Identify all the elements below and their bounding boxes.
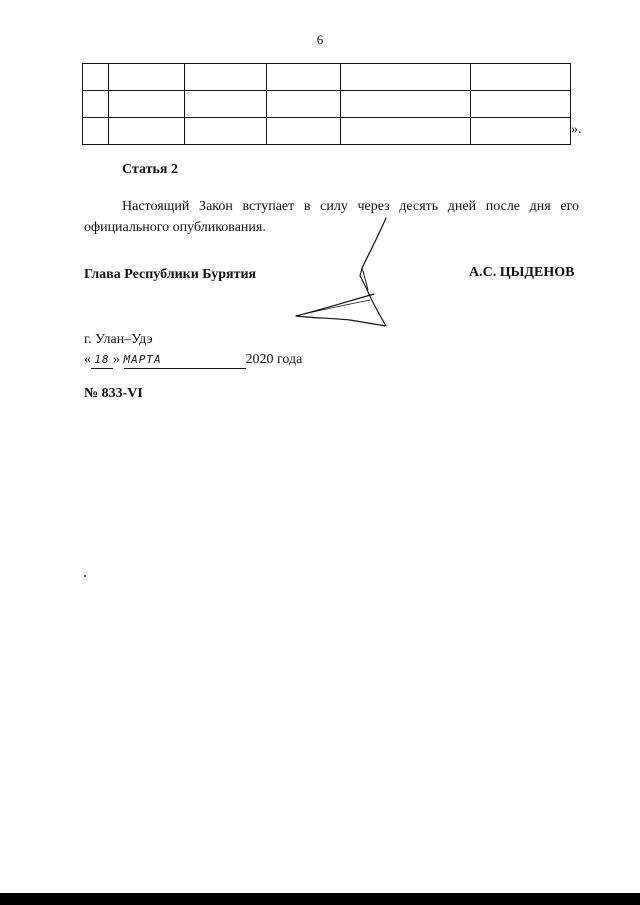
table-cell xyxy=(83,91,109,118)
table-cell xyxy=(83,118,109,145)
table-cell xyxy=(83,64,109,91)
date-line xyxy=(84,352,302,369)
table-cell xyxy=(185,64,267,91)
handwritten-signature xyxy=(290,212,400,332)
table-row xyxy=(83,64,571,91)
date-open-quote: « xyxy=(84,352,91,367)
place-of-signing: г. Улан–Удэ xyxy=(84,332,153,347)
date-close-quote: » xyxy=(113,352,120,367)
article-heading: Статья 2 xyxy=(122,162,178,177)
table-cell xyxy=(185,118,267,145)
table-cell xyxy=(341,118,471,145)
table-cell xyxy=(471,64,571,91)
scan-bottom-border xyxy=(0,893,640,905)
table-cell xyxy=(185,91,267,118)
table-cell xyxy=(341,91,471,118)
law-number: № 833-VI xyxy=(84,386,143,401)
signatory-title: Глава Республики Бурятия xyxy=(84,267,257,282)
table-closing-quote: ». xyxy=(571,122,582,137)
table-row xyxy=(83,91,571,118)
table-cell xyxy=(471,118,571,145)
article-text: Настоящий Закон вступает в силу через десять дней после дня его официального опубликования. xyxy=(84,199,579,235)
table-cell xyxy=(109,91,185,118)
table-cell xyxy=(267,118,341,145)
table-cell xyxy=(341,64,471,91)
table-cell xyxy=(267,91,341,118)
date-day: 18 xyxy=(94,353,110,366)
signatory-name: А.С. ЦЫДЕНОВ xyxy=(469,265,575,280)
scan-speck xyxy=(84,575,86,577)
date-year: 2020 года xyxy=(245,352,303,367)
table-cell xyxy=(109,118,185,145)
table-cell xyxy=(267,64,341,91)
page-number: 6 xyxy=(316,32,324,47)
table-cell xyxy=(109,64,185,91)
table-cell xyxy=(471,91,571,118)
date-month: МАРТА xyxy=(123,353,162,366)
data-table xyxy=(82,63,571,145)
table-row xyxy=(83,118,571,145)
